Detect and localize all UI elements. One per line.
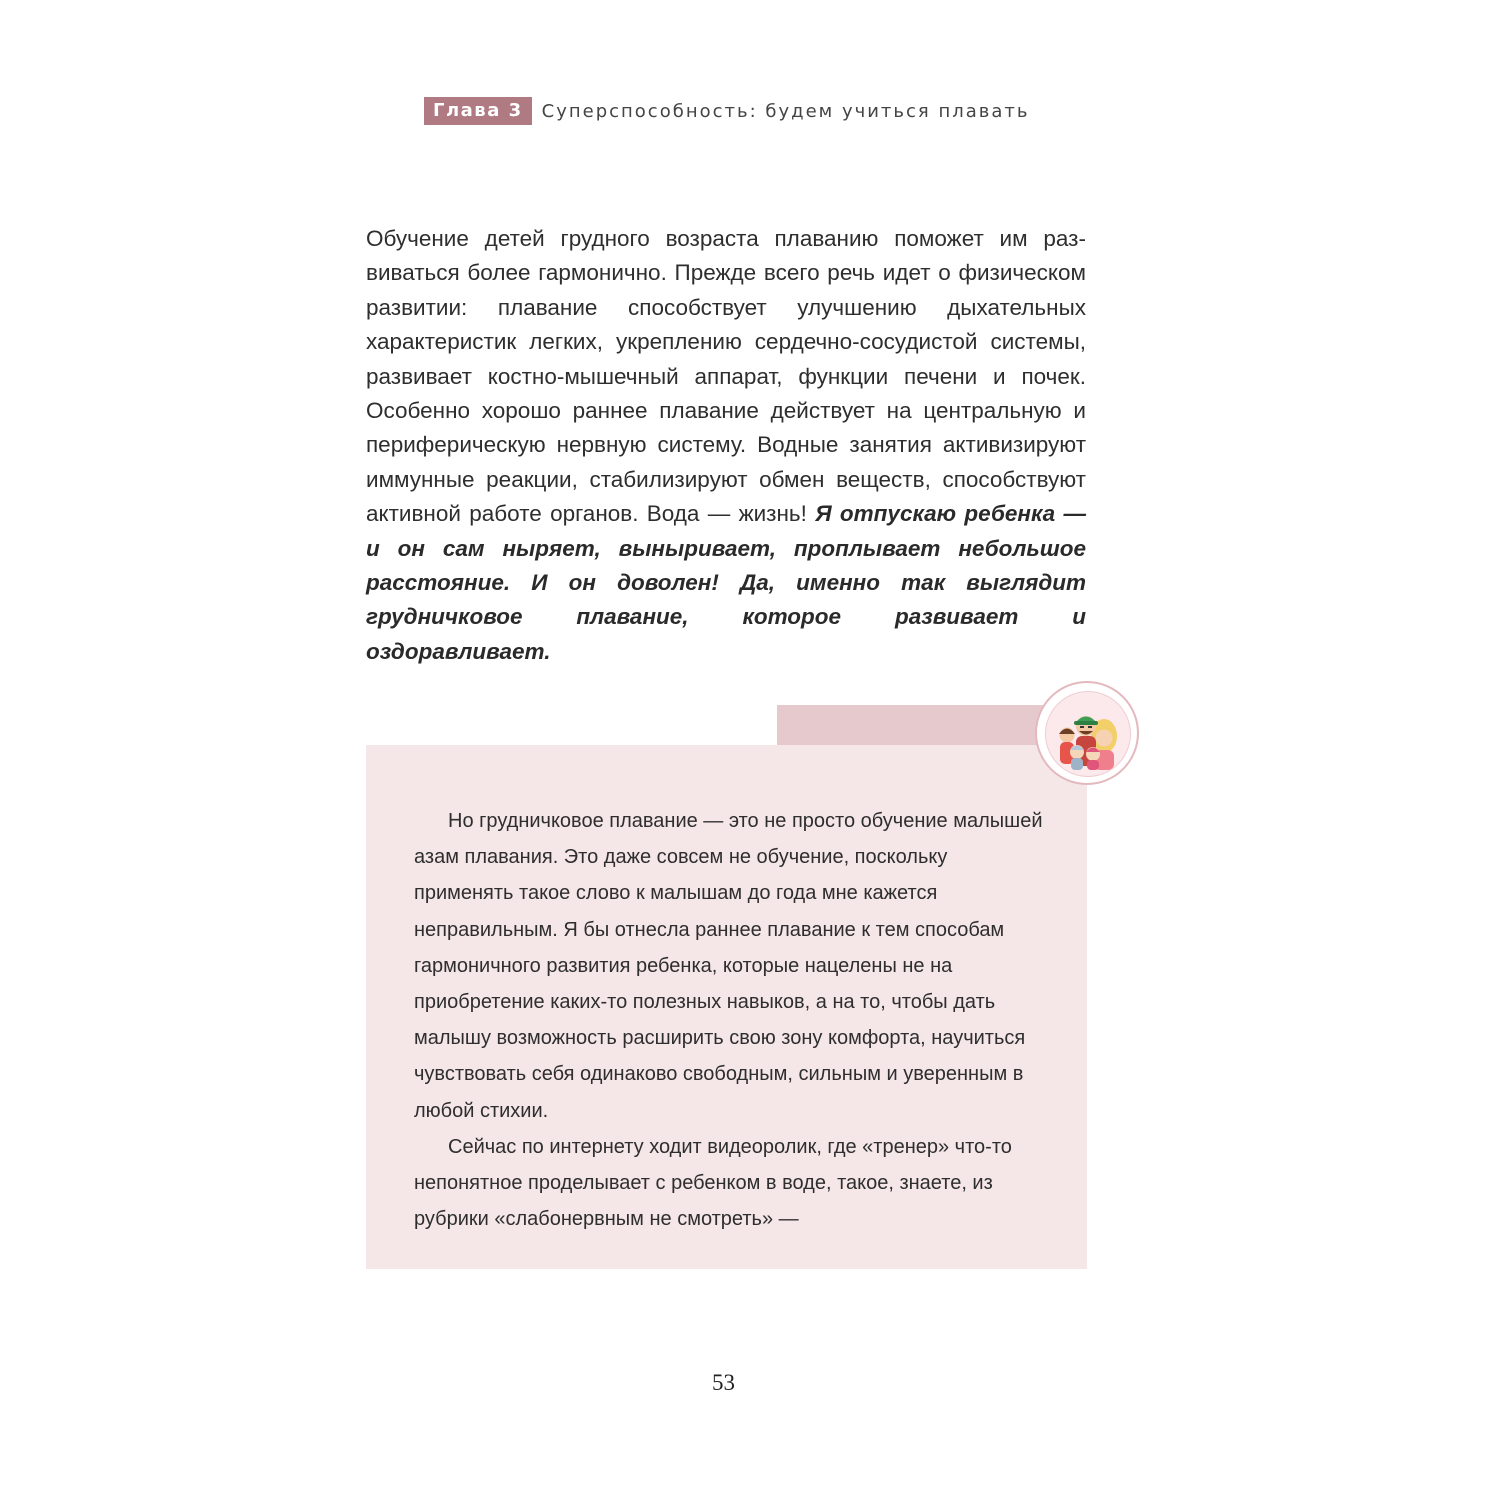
- sidebar-paragraph-1: Но грудничковое плавание — это не просто обучение малышей азам плавания. Это даже совсем не обучение, поскольку применять такое слово к малышам до года мне кажется неправильным. Я бы отнесла раннее плавание к тем способам гармоничного развития ребенка, которые нацелены не на приобретение каких-то полезных навыков, а на то, чтобы дать малышу возможность расширить свою зону комфорта, научиться чувствовать себя одинаково свободным, сильным и уверенным в любой стихии.: [414, 810, 1043, 1122]
- sidebar-text: [414, 803, 1044, 1237]
- main-paragraph: [366, 222, 1086, 669]
- chapter-title: Суперспособность: будем учиться плавать: [541, 100, 1030, 122]
- main-text: [366, 222, 1086, 669]
- main-paragraph-emphasis: Я отпускаю ребенка — и он сам ныряет, выныривает, проплывает небольшое расстояние. И он доволен! Да, именно так выглядит грудничковое плавание, которое развивает и оздоравливает.: [366, 501, 1086, 664]
- page-number: 53: [712, 1370, 735, 1395]
- sidebar-paragraph-2: Сейчас по интернету ходит видеоролик, где «тренер» что-то непонятное проделывает с ребенком в воде, такое, знаете, из рубрики «слабонервным не смотреть» —: [414, 1135, 1012, 1231]
- chapter-header: [424, 96, 1030, 126]
- sidebar-box: [366, 745, 1087, 1269]
- chapter-label: Глава 3: [424, 97, 532, 125]
- emblem-badge: [1035, 681, 1139, 785]
- main-paragraph-plain: Обучение детей грудного возраста плаванию поможет им развиваться более гармонично. Прежде всего речь идет о физическом развитии: плавание способствует улучшению дыхательных характеристик легких, укреплению сердечно-сосудистой системы, развивает костно-мышечный аппарат, функции печени и почек. Особенно хорошо раннее плавание действует на центральную и периферическую нервную систему. Водные занятия активизируют иммунные реакции, стабилизируют обмен веществ, способствуют активной работе органов. Вода — жизнь!: [366, 226, 1086, 527]
- family-icon: [1046, 692, 1130, 776]
